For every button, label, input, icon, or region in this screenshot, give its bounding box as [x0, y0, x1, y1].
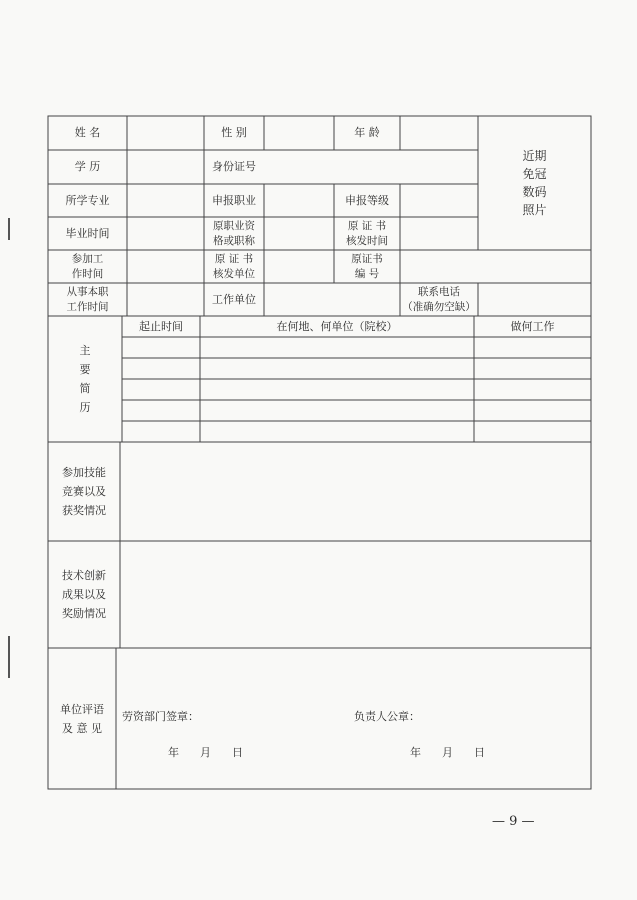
cert-number-input[interactable]: [400, 250, 591, 283]
work-start-input[interactable]: [127, 250, 204, 283]
graduation-input[interactable]: [127, 217, 204, 250]
orig-qualification-input[interactable]: [264, 217, 334, 250]
resume-row[interactable]: [122, 421, 591, 442]
leader-seal-label: 负责人公章：: [354, 710, 420, 723]
resume-col-job: 做何工作: [510, 319, 555, 333]
resume-col-time: 起止时间: [139, 319, 183, 333]
resume-col-place: 在何地、何单位（院校）: [276, 319, 398, 333]
employer-label: 工作单位: [212, 292, 256, 306]
resume-row[interactable]: [122, 337, 591, 358]
name-label: 姓 名: [74, 126, 101, 139]
years-in-job-label: 从事本职 工作时间: [66, 285, 109, 313]
age-input[interactable]: [400, 116, 478, 150]
cert-issuer-input[interactable]: [264, 250, 334, 283]
innovation-input[interactable]: [120, 541, 591, 648]
orig-qualification-label: 原职业资 格或职称: [213, 219, 255, 247]
cert-issuer-label: 原 证 书 核发单位: [213, 252, 255, 280]
photo-placeholder[interactable]: 近期 免冠 数码 照片: [522, 149, 547, 217]
contest-awards-input[interactable]: [120, 442, 591, 541]
education-input[interactable]: [127, 150, 204, 184]
id-number-label: 身份证号: [212, 160, 256, 173]
age-label: 年 龄: [354, 126, 380, 139]
apply-level-input[interactable]: [400, 184, 478, 217]
cert-issue-time-input[interactable]: [400, 217, 478, 250]
contest-awards-label: 参加技能 竞赛以及 获奖情况: [62, 466, 106, 517]
phone-label: 联系电话 （准确勿空缺）: [402, 285, 476, 313]
gender-input[interactable]: [264, 116, 334, 150]
apply-job-input[interactable]: [264, 184, 334, 217]
innovation-label: 技术创新 成果以及 奖励情况: [62, 569, 106, 620]
cert-issue-time-label: 原 证 书 核发时间: [346, 219, 388, 247]
graduation-label: 毕业时间: [65, 226, 110, 240]
id-number-input[interactable]: [264, 150, 478, 184]
apply-job-label: 申报职业: [212, 193, 256, 207]
cert-number-label: 原证书 编 号: [351, 252, 383, 280]
name-input[interactable]: [127, 116, 204, 150]
phone-input[interactable]: [478, 283, 591, 316]
employer-input[interactable]: [264, 283, 400, 316]
date-right: 年 月 日: [410, 746, 485, 759]
apply-level-label: 申报等级: [345, 193, 389, 207]
date-left: 年 月 日: [168, 746, 243, 759]
resume-row[interactable]: [122, 358, 591, 379]
major-input[interactable]: [127, 184, 204, 217]
evaluation-label: 单位评语 及 意 见: [60, 702, 104, 735]
major-label: 所学专业: [65, 193, 110, 207]
hr-seal-label: 劳资部门签章：: [122, 710, 199, 723]
page-number: — 9 —: [492, 814, 535, 829]
work-start-label: 参加工 作时间: [71, 252, 104, 280]
resume-label: 主 要 简 历: [79, 344, 91, 414]
gender-label: 性 别: [221, 126, 247, 139]
resume-row[interactable]: [122, 379, 591, 400]
education-label: 学 历: [74, 160, 101, 173]
years-in-job-input[interactable]: [127, 283, 204, 316]
resume-row[interactable]: [122, 400, 591, 421]
